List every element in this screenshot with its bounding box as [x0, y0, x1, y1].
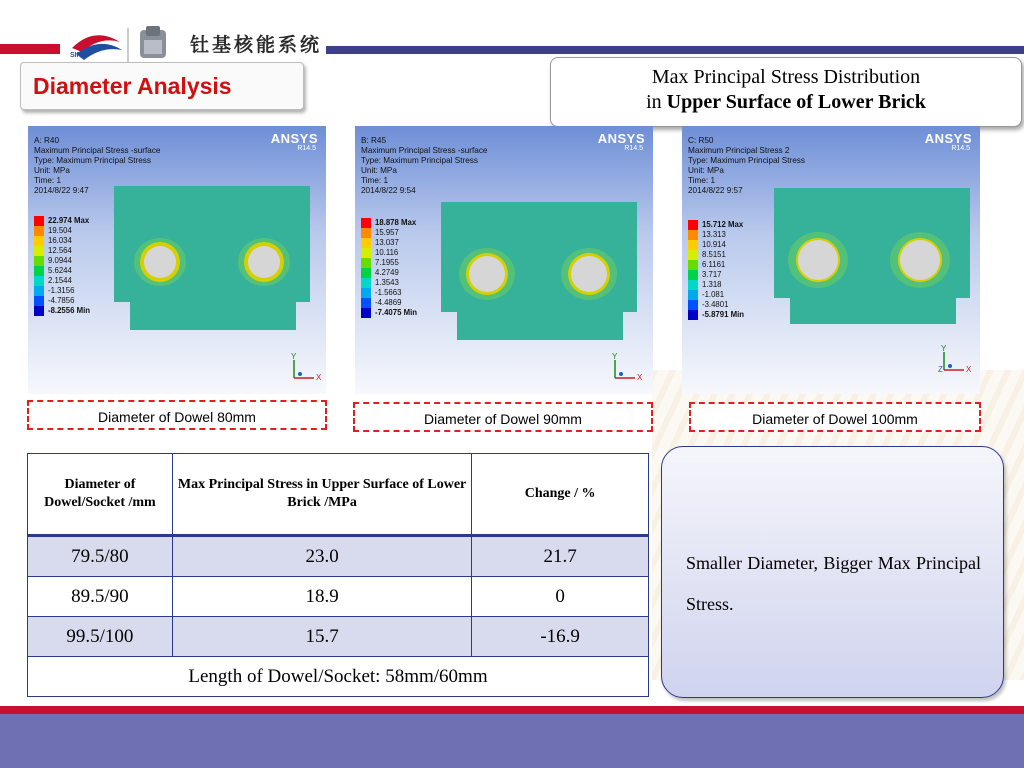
title-box: [20, 62, 304, 110]
cell-change: -16.9: [472, 617, 649, 657]
page-title: Diameter Analysis: [33, 73, 232, 99]
cell-diameter: 79.5/80: [28, 536, 173, 577]
cell-length-note: Length of Dowel/Socket: 58mm/60mm: [28, 657, 649, 697]
legend-swatch: [688, 290, 698, 300]
ansys-panel-r45: [355, 126, 653, 394]
legend-swatch: [688, 220, 698, 230]
cell-stress: 18.9: [172, 577, 471, 617]
panel-info: B: R45 Maximum Principal Stress -surface Type: Maximum Principal Stress Unit: MPa Time: 1 2014/8/22 9:54: [361, 136, 488, 195]
legend-value: 10.914: [702, 240, 726, 249]
legend-swatch: [361, 268, 371, 278]
table-row: [28, 617, 649, 657]
ansys-version: R14.5: [297, 145, 316, 152]
legend-value: 19.504: [48, 226, 72, 235]
legend-min: -5.8791 Min: [702, 310, 745, 319]
legend-swatch: [688, 280, 698, 290]
ansys-brand: ANSYS: [270, 131, 318, 146]
table-header-row: [28, 454, 649, 536]
legend-value: -1.3156: [48, 286, 75, 295]
callout-line-2: [551, 91, 1021, 114]
callout-line-1: Max Principal Stress Distribution: [651, 66, 921, 88]
legend-value: 2.1544: [48, 276, 72, 285]
ansys-version: R14.5: [624, 145, 643, 152]
legend-swatch: [361, 248, 371, 258]
axis-y-label: Y: [612, 352, 618, 361]
brick-model: [441, 202, 637, 342]
header-blue-bar: [326, 46, 1024, 54]
ansys-panel-r50: [682, 126, 980, 394]
header-diameter: Diameter of Dowel/Socket /mm: [28, 454, 173, 536]
legend-value: 15.957: [375, 228, 399, 237]
legend-min: -7.4075 Min: [375, 308, 418, 317]
legend-swatch: [34, 276, 44, 286]
legend-value: 4.2749: [375, 268, 399, 277]
legend-value: -1.5663: [375, 288, 402, 297]
legend-swatch: [34, 236, 44, 246]
brick-model: [774, 188, 970, 326]
axis-z-label: Z: [938, 365, 943, 374]
legend-value: 13.313: [702, 230, 726, 239]
legend-swatch: [688, 260, 698, 270]
legend-swatch: [361, 308, 371, 318]
axis-x-label: X: [966, 365, 972, 374]
legend-swatch: [361, 238, 371, 248]
header-max-stress: Max Principal Stress in Upper Surface of Lower Brick /MPa: [172, 454, 471, 536]
summary-text: Smaller Diameter, Bigger Max Principal Stress.: [686, 553, 981, 614]
legend-swatch: [34, 306, 44, 316]
caption-dowel-90: Diameter of Dowel 90mm: [353, 402, 653, 432]
panel-info: A: R40 Maximum Principal Stress -surface Type: Maximum Principal Stress Unit: MPa Time: 1 2014/8/22 9:47: [34, 136, 161, 195]
table-row: [28, 536, 649, 577]
logo-abbr: SINAP: [70, 52, 92, 59]
callout-line-2-bold: Upper Surface of Lower Brick: [666, 91, 926, 113]
legend-value: 5.6244: [48, 266, 72, 275]
legend-swatch: [34, 286, 44, 296]
legend-swatch: [361, 288, 371, 298]
legend-min: -8.2556 Min: [48, 306, 91, 315]
legend-value: 10.116: [375, 248, 399, 257]
ansys-brand: ANSYS: [597, 131, 645, 146]
legend-swatch: [361, 258, 371, 268]
axis-y-label: Y: [291, 352, 297, 361]
legend-swatch: [34, 296, 44, 306]
callout-line-2-prefix: in: [646, 91, 667, 113]
legend-swatch: [688, 270, 698, 280]
legend-value: -4.4869: [375, 298, 402, 307]
legend-max: 18.878 Max: [375, 218, 417, 227]
table-row: [28, 577, 649, 617]
legend-value: 12.564: [48, 246, 72, 255]
legend-swatch: [361, 278, 371, 288]
legend-value: 16.034: [48, 236, 72, 245]
panel-info: C: R50 Maximum Principal Stress 2 Type: Maximum Principal Stress Unit: MPa Time: 1 2014/8/22 9:57: [688, 136, 805, 195]
cell-diameter: 99.5/100: [28, 617, 173, 657]
cell-stress: 15.7: [172, 617, 471, 657]
legend-swatch: [34, 216, 44, 226]
legend-value: 9.0944: [48, 256, 72, 265]
legend-max: 22.974 Max: [48, 216, 90, 225]
ansys-version: R14.5: [951, 145, 970, 152]
header-change: Change / %: [472, 454, 649, 536]
caption-dowel-80: Diameter of Dowel 80mm: [27, 400, 327, 430]
legend-swatch: [34, 256, 44, 266]
legend-value: 13.037: [375, 238, 399, 247]
legend-value: 8.5151: [702, 250, 726, 259]
legend-swatch: [688, 310, 698, 320]
stress-table: [27, 453, 649, 697]
legend-swatch: [34, 226, 44, 236]
legend-swatch: [34, 246, 44, 256]
legend-value: -3.4801: [702, 300, 729, 309]
legend-swatch: [361, 298, 371, 308]
legend-swatch: [361, 228, 371, 238]
legend-value: 6.1161: [702, 260, 726, 269]
legend-swatch: [688, 300, 698, 310]
axis-x-label: X: [637, 373, 643, 382]
caption-dowel-100: Diameter of Dowel 100mm: [689, 402, 981, 432]
cell-diameter: 89.5/90: [28, 577, 173, 617]
cell-stress: 23.0: [172, 536, 471, 577]
legend-value: -1.081: [702, 290, 725, 299]
ansys-panel-r40: [28, 126, 326, 394]
header-red-bar: [0, 44, 60, 54]
logo-text: 钍基核能系统: [190, 34, 323, 56]
legend-swatch: [688, 240, 698, 250]
legend-swatch: [688, 250, 698, 260]
legend-value: 1.318: [702, 280, 722, 289]
legend-value: 7.1955: [375, 258, 399, 267]
stress-callout: [550, 57, 1022, 127]
legend-max: 15.712 Max: [702, 220, 744, 229]
axis-x-label: X: [316, 373, 322, 382]
table-footer-row: [28, 657, 649, 697]
axis-y-label: Y: [941, 344, 947, 353]
legend-value: 3.717: [702, 270, 722, 279]
footer-blue-bar: [0, 714, 1024, 768]
ansys-brand: ANSYS: [924, 131, 972, 146]
cell-change: 21.7: [472, 536, 649, 577]
legend-value: -4.7856: [48, 296, 75, 305]
cell-change: 0: [472, 577, 649, 617]
footer-red-bar: [0, 706, 1024, 714]
legend-swatch: [361, 218, 371, 228]
summary-box: [661, 446, 1004, 698]
brick-model: [114, 186, 310, 332]
legend-value: 1.3543: [375, 278, 399, 287]
legend-swatch: [688, 230, 698, 240]
legend-swatch: [34, 266, 44, 276]
